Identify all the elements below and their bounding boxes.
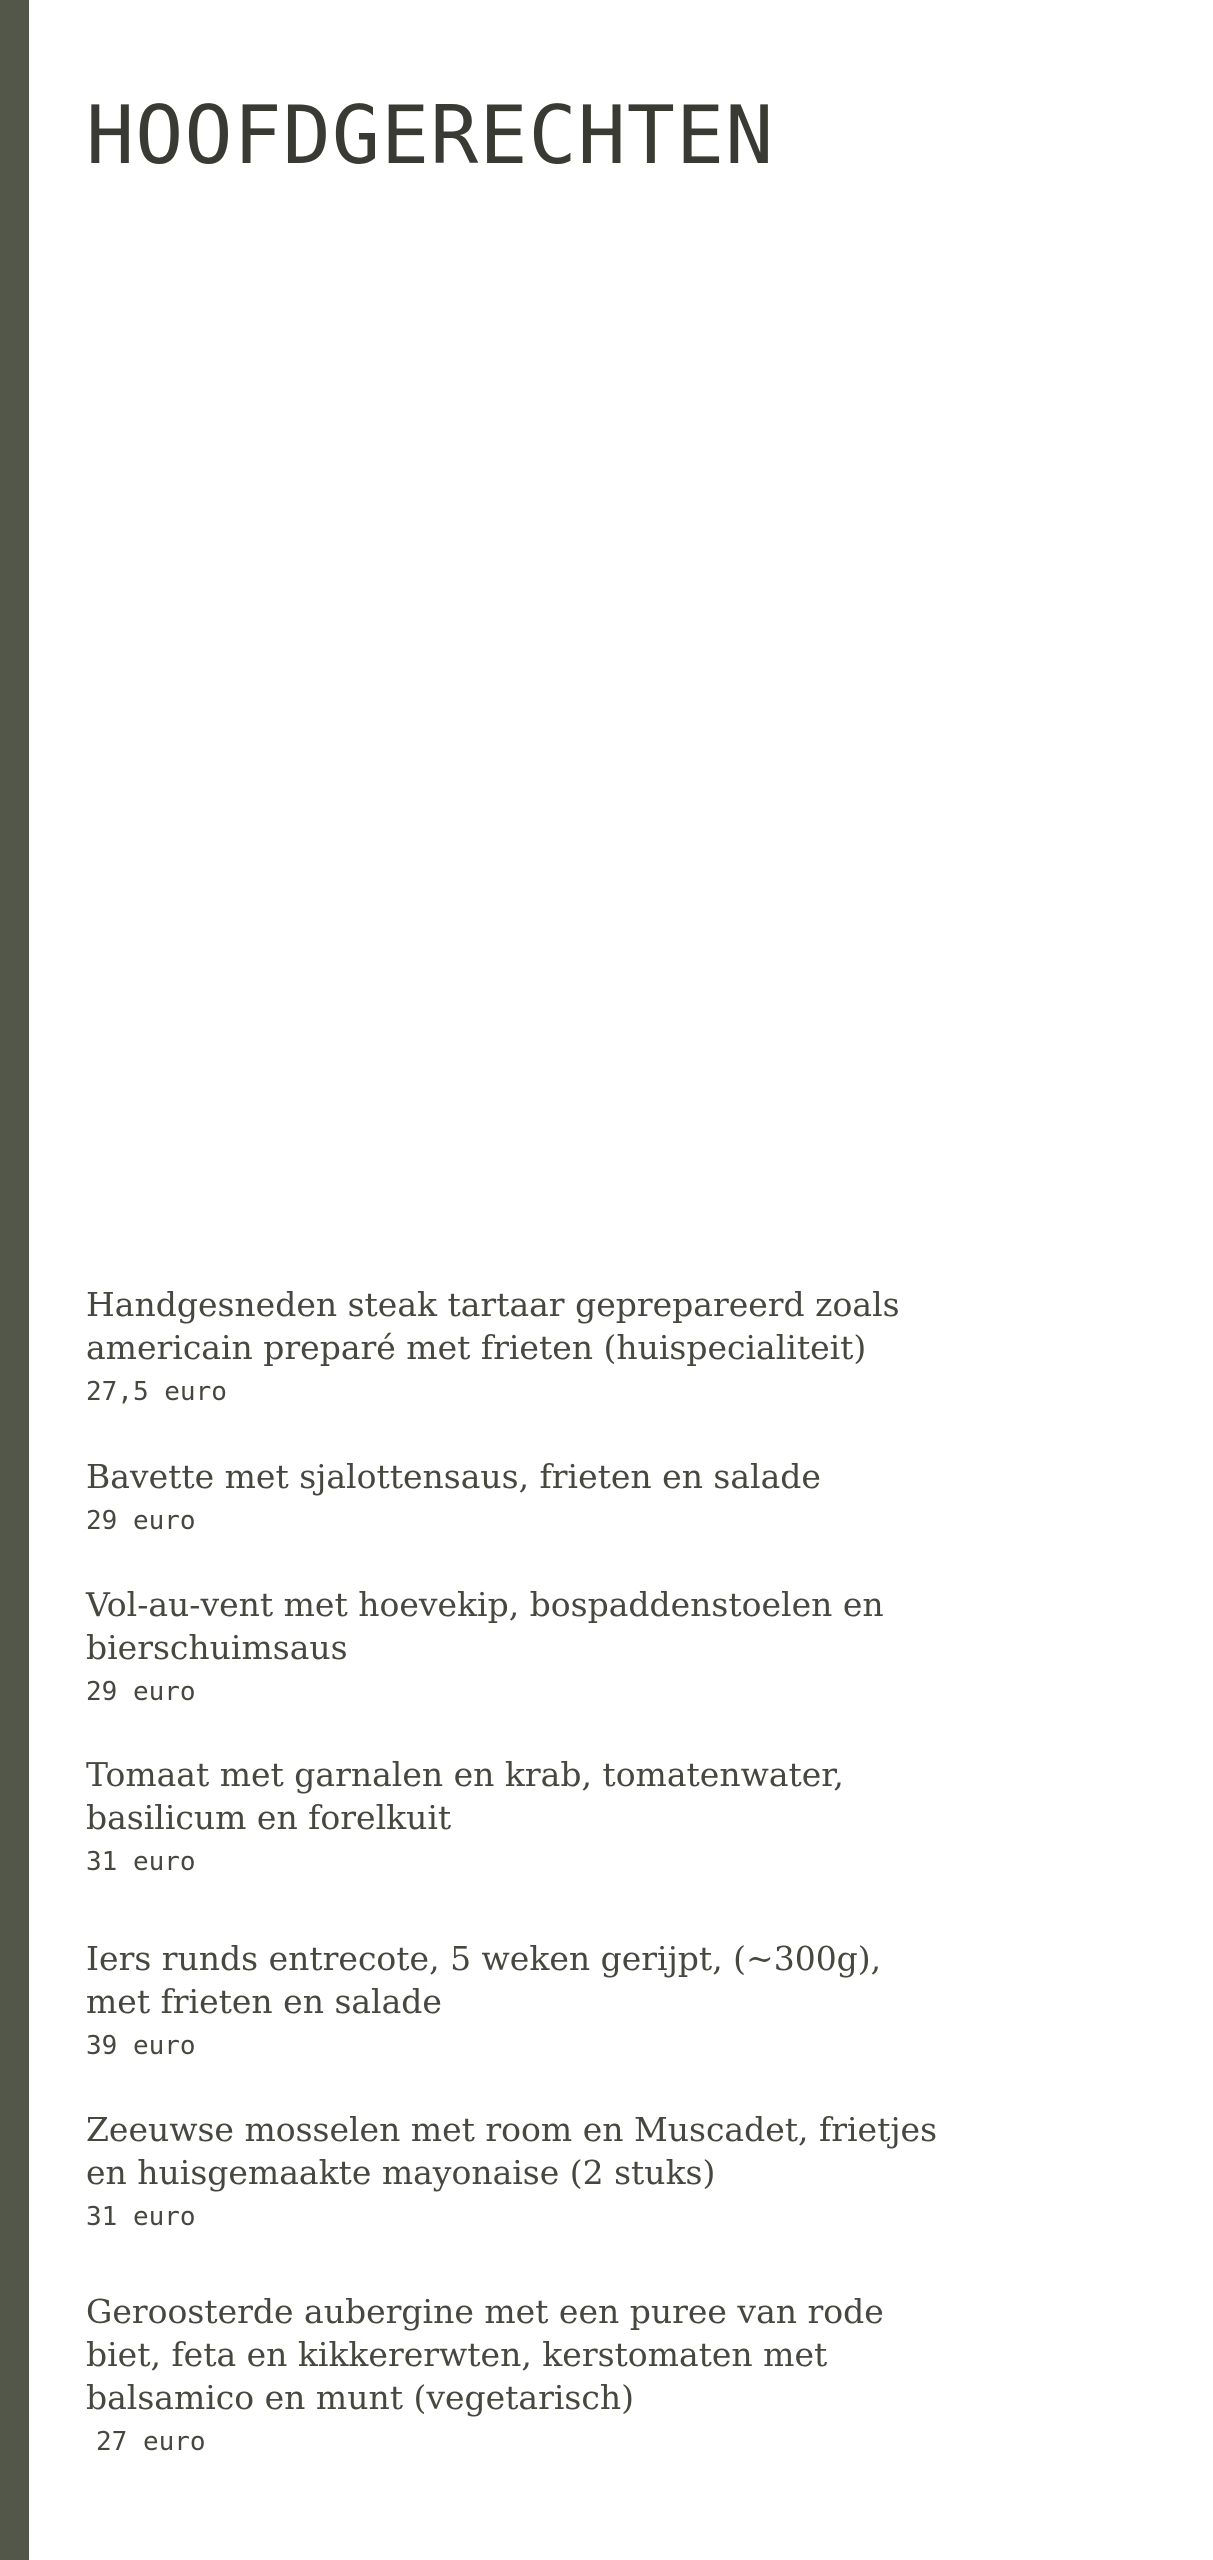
menu-item (86, 1753, 946, 1879)
dish-price: 31 euro (86, 1847, 196, 1877)
menu-item (86, 1583, 946, 1709)
dish-name: Geroosterde aubergine met een puree van rode biet, feta en kikkererwten, kerstomaten met balsamico en munt (vegetarisch) (86, 2292, 884, 2417)
menu-item (86, 2108, 946, 2234)
dish-name: Iers runds entrecote, 5 weken gerijpt, (~300g), met frieten en salade (86, 1939, 882, 2021)
dish-price: 39 euro (86, 2031, 196, 2061)
dish-price: 27 euro (96, 2427, 206, 2457)
left-accent-bar (0, 0, 29, 2560)
dish-price: 29 euro (86, 1506, 196, 1536)
dish-price: 31 euro (86, 2202, 196, 2232)
menu-item (86, 1937, 946, 2063)
dish-name: Vol-au-vent met hoevekip, bospaddenstoelen en bierschuimsaus (86, 1585, 884, 1667)
menu-item (86, 2290, 946, 2459)
dish-name: Handgesneden steak tartaar geprepareerd zoals americain preparé met frieten (huispecialiteit) (86, 1285, 900, 1367)
menu-item (86, 1455, 946, 1538)
menu-item (86, 1283, 946, 1409)
dish-name: Bavette met sjalottensaus, frieten en salade (86, 1457, 821, 1496)
dish-name: Tomaat met garnalen en krab, tomatenwater, basilicum en forelkuit (86, 1755, 844, 1837)
dish-name: Zeeuwse mosselen met room en Muscadet, frietjes en huisgemaakte mayonaise (2 stuks) (86, 2110, 938, 2192)
dish-price: 27,5 euro (86, 1377, 227, 1407)
page-title: HOOFDGERECHTEN (86, 89, 775, 182)
dish-price: 29 euro (86, 1677, 196, 1707)
